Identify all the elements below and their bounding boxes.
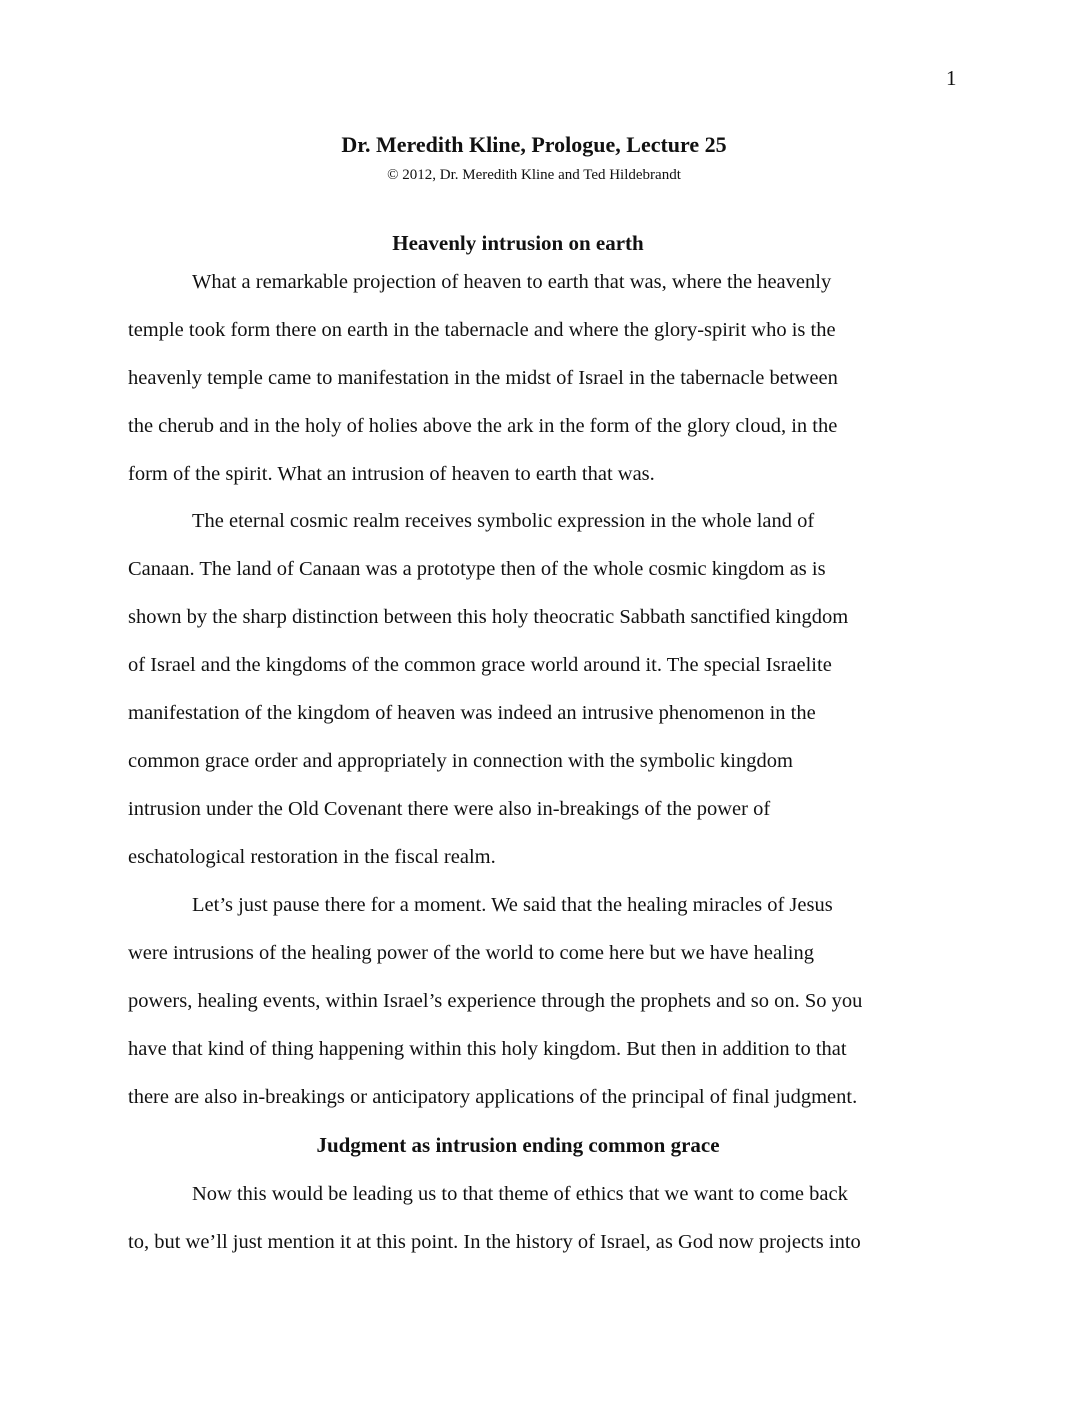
text-line: common grace order and appropriately in connection with the symbolic kingdom (128, 750, 793, 772)
text-line: The eternal cosmic realm receives symbolic expression in the whole land of (192, 510, 815, 532)
text-line: the cherub and in the holy of holies above the ark in the form of the glory cloud, in the (128, 415, 838, 437)
text-line: form of the spirit. What an intrusion of heaven to earth that was. (128, 463, 655, 485)
text-line: What a remarkable projection of heaven to earth that was, where the heavenly (192, 271, 832, 293)
text-line: have that kind of thing happening within this holy kingdom. But then in addition to that (128, 1038, 847, 1060)
text-line: eschatological restoration in the fiscal realm. (128, 846, 496, 868)
copyright-notice: © 2012, Dr. Meredith Kline and Ted Hildebrandt (387, 167, 681, 183)
text-line: shown by the sharp distinction between this holy theocratic Sabbath sanctified kingdom (128, 606, 849, 628)
section-heading-judgment: Judgment as intrusion ending common grace (316, 1133, 720, 1157)
text-line: were intrusions of the healing power of the world to come here but we have healing (128, 942, 814, 964)
page-number: 1 (946, 66, 957, 90)
section-heading-heavenly-intrusion: Heavenly intrusion on earth (392, 231, 644, 255)
paragraph (128, 1170, 968, 1266)
text-line: to, but we’ll just mention it at this point. In the history of Israel, as God now projects into (128, 1231, 861, 1253)
text-line: powers, healing events, within Israel’s experience through the prophets and so on. So you (128, 990, 863, 1012)
text-line: Canaan. The land of Canaan was a prototype then of the whole cosmic kingdom as is (128, 558, 826, 580)
text-line: Let’s just pause there for a moment. We said that the healing miracles of Jesus (192, 894, 833, 916)
text-line: intrusion under the Old Covenant there were also in-breakings of the power of (128, 798, 771, 820)
text-line: manifestation of the kingdom of heaven was indeed an intrusive phenomenon in the (128, 702, 816, 724)
paragraph (128, 497, 968, 881)
document-title: Dr. Meredith Kline, Prologue, Lecture 25 (341, 132, 727, 157)
text-line: temple took form there on earth in the tabernacle and where the glory-spirit who is the (128, 319, 836, 341)
text-line: Now this would be leading us to that theme of ethics that we want to come back (192, 1183, 848, 1205)
text-line: of Israel and the kingdoms of the common grace world around it. The special Israelite (128, 654, 832, 676)
paragraph (128, 881, 968, 1121)
text-line: heavenly temple came to manifestation in the midst of Israel in the tabernacle between (128, 367, 838, 389)
text-line: there are also in-breakings or anticipatory applications of the principal of final judgment. (128, 1086, 858, 1108)
paragraph (128, 258, 968, 498)
